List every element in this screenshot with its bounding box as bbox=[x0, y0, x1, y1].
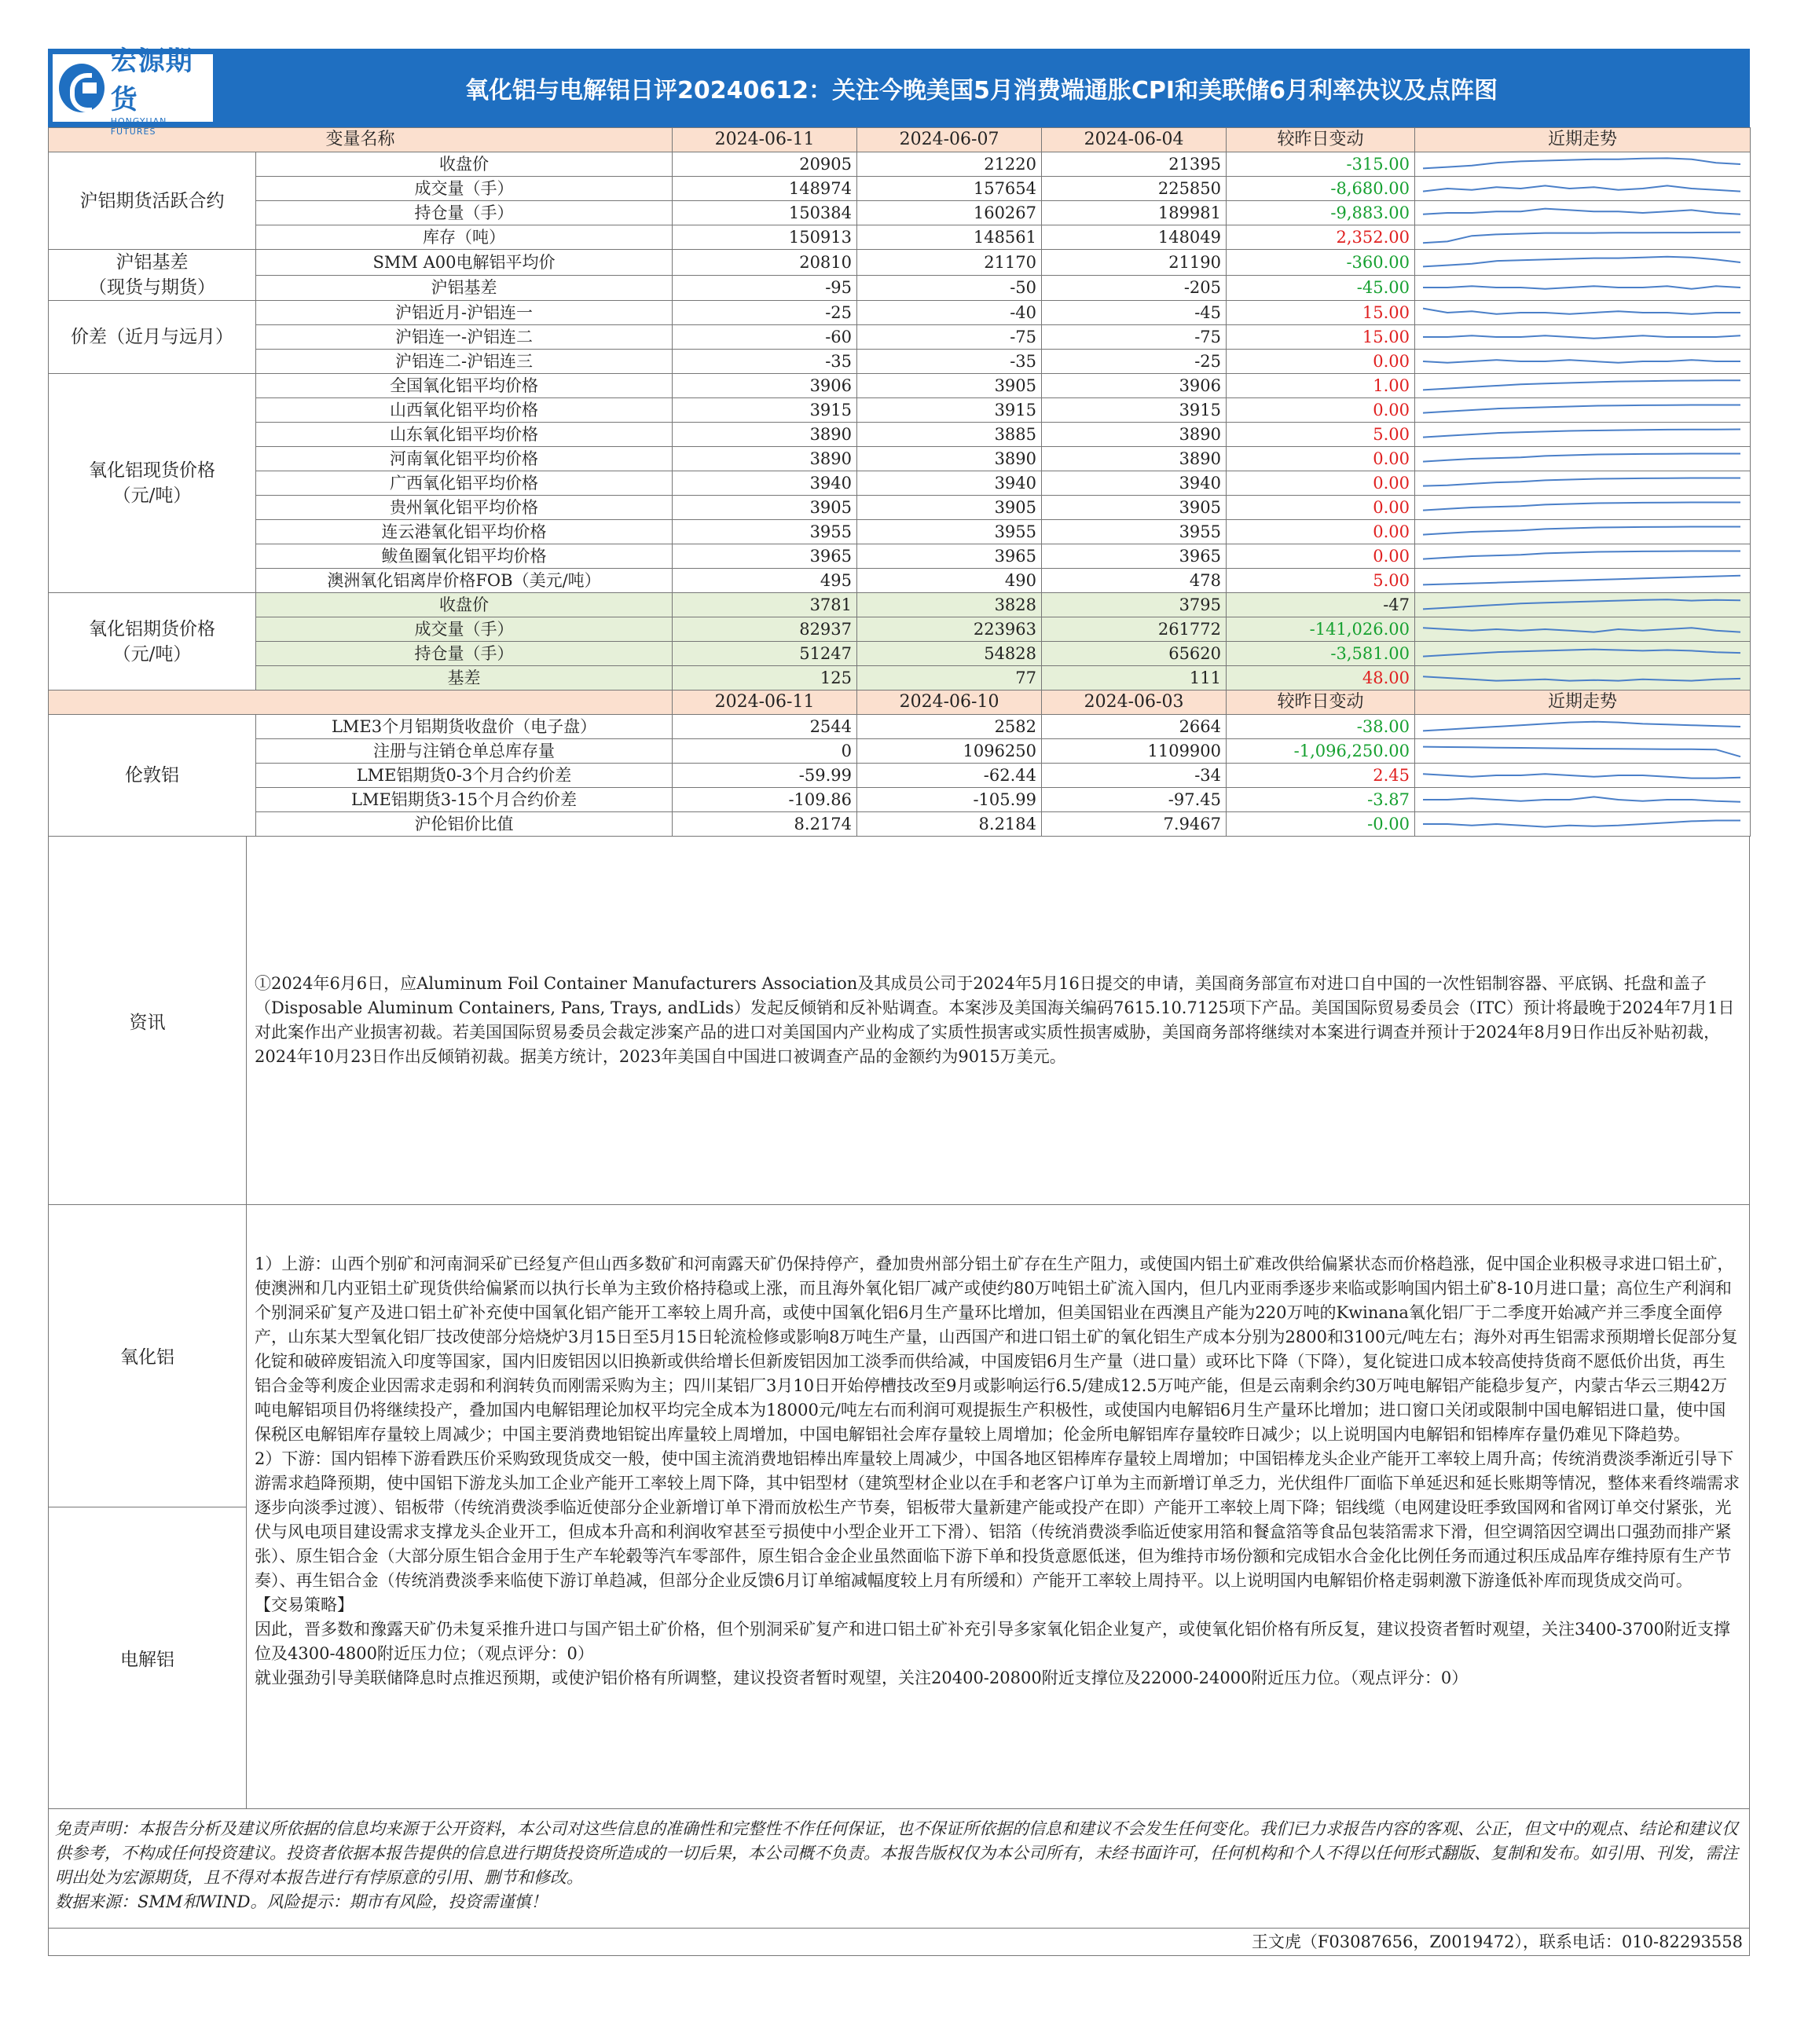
category-label: 氧化铝现货价格 （元/吨） bbox=[49, 374, 256, 593]
daily-change: 0.00 bbox=[1227, 496, 1415, 520]
trend-sparkline bbox=[1420, 253, 1744, 272]
daily-change: -38.00 bbox=[1227, 715, 1415, 739]
value-date1: -35 bbox=[673, 350, 857, 374]
trend-sparkline bbox=[1420, 425, 1744, 444]
trend-sparkline bbox=[1420, 352, 1744, 371]
trend-sparkline bbox=[1420, 203, 1744, 222]
value-date1: 148974 bbox=[673, 177, 857, 201]
downstream-analysis: 2）下游：国内铝棒下游看跌压价采购致现货成交一般，使中国主流消费地铝棒出库量较上周减少，中国各地区铝棒库存量较上周增加；中国铝棒龙头企业产能开工率较上周升高；传统消费淡季渐近引导下游需求趋降预期，使中国铝下游龙头加工企业产能开工率较上周下降，其中铝型材（建筑型材企业以在手和老客户订单为主而新增订单乏力，光伏组件厂面临下单延迟和延长账期等情况，整体来看终端需求逐步向淡季过渡）、铝板带（传统消费淡季临近使部分企业新增订单下滑而放松生产节奏，铝板带大量新建产能或投产在即）产能开工率较上周下降；铝线缆（电网建设旺季致国网和省网订单交付紧张，光伏与风电项目建设需求支撑龙头企业开工，但成本升高和利润收窄甚至亏损使中小型企业开工下滑）、铝箔（传统消费淡季临近使家用箔和餐盒箔等食品包装箔需求下滑，但空调箔因空调出口强劲而排产紧张）、原生铝合金（大部分原生铝合金用于生产车轮毂等汽车零部件，原生铝合金企业虽然面临下游下单和投货意愿低迷，但为维持市场份额和完成铝水合金化比例任务而通过积压成品库存维持原有生产节奏）、再生铝合金（传统消费淡季来临使下游订单趋减，但部分企业反馈6月订单缩减幅度较上月有所缓和）产能开工率较上周持平。以上说明国内电解铝价格走弱刺激下游逢低补库而现货成交尚可。 bbox=[255, 1449, 1740, 1590]
table-row bbox=[49, 496, 1751, 520]
table-row bbox=[49, 739, 1751, 764]
value-date3: 261772 bbox=[1042, 617, 1227, 642]
value-date3: 21395 bbox=[1042, 152, 1227, 177]
category-label: 沪铝基差 （现货与期货） bbox=[49, 250, 256, 301]
value-date2: 3940 bbox=[857, 471, 1042, 496]
trend-cell bbox=[1415, 593, 1751, 617]
table-row bbox=[49, 812, 1751, 837]
daily-change: -47 bbox=[1227, 593, 1415, 617]
daily-change: 0.00 bbox=[1227, 398, 1415, 423]
daily-change: 0.00 bbox=[1227, 544, 1415, 569]
value-date1: 3890 bbox=[673, 423, 857, 447]
trend-sparkline bbox=[1420, 595, 1744, 614]
table-row bbox=[49, 423, 1751, 447]
trend-cell bbox=[1415, 496, 1751, 520]
daily-change: 2.45 bbox=[1227, 764, 1415, 788]
value-date1: 3905 bbox=[673, 496, 857, 520]
value-date3: 3905 bbox=[1042, 496, 1227, 520]
value-date1: 3781 bbox=[673, 593, 857, 617]
value-date1: 20810 bbox=[673, 250, 857, 276]
value-date3: -45 bbox=[1042, 301, 1227, 325]
table-row bbox=[49, 520, 1751, 544]
daily-change: -0.00 bbox=[1227, 812, 1415, 837]
trend-cell bbox=[1415, 423, 1751, 447]
table-row bbox=[49, 225, 1751, 250]
trend-cell bbox=[1415, 398, 1751, 423]
value-date2: 3885 bbox=[857, 423, 1042, 447]
variable-name: 沪铝连二-沪铝连三 bbox=[256, 350, 673, 374]
daily-change: 2,352.00 bbox=[1227, 225, 1415, 250]
variable-name: 持仓量（手） bbox=[256, 201, 673, 225]
value-date3: 21190 bbox=[1042, 250, 1227, 276]
value-date2: 490 bbox=[857, 569, 1042, 593]
col-header-change: 较昨日变动 bbox=[1227, 690, 1415, 715]
news-label: 资讯 bbox=[49, 837, 247, 1204]
daily-change: -3,581.00 bbox=[1227, 642, 1415, 666]
category-label: 伦敦铝 bbox=[49, 715, 256, 837]
daily-change: -3.87 bbox=[1227, 788, 1415, 812]
col-header-trend: 近期走势 bbox=[1415, 128, 1751, 152]
trend-cell bbox=[1415, 177, 1751, 201]
daily-change: 15.00 bbox=[1227, 301, 1415, 325]
trend-cell bbox=[1415, 812, 1751, 837]
alumina-strategy: 因此，晋多数和豫露天矿仍未复采推升进口与国产铝土矿价格，但个别洞采矿复产和进口铝土矿补充引导多家氧化铝企业复产，或使氧化铝价格有所反复，建议投资者暂时观望，关注3400-3700附近支撑位及4300-4800附近压力位；（观点评分：0） bbox=[255, 1620, 1730, 1663]
value-date3: 3890 bbox=[1042, 447, 1227, 471]
trend-cell bbox=[1415, 788, 1751, 812]
trend-sparkline bbox=[1420, 401, 1744, 419]
variable-name: LME3个月铝期货收盘价（电子盘） bbox=[256, 715, 673, 739]
trend-sparkline bbox=[1420, 155, 1744, 174]
value-date2: 3905 bbox=[857, 374, 1042, 398]
value-date1: 20905 bbox=[673, 152, 857, 177]
value-date3: 3890 bbox=[1042, 423, 1227, 447]
value-date1: 3915 bbox=[673, 398, 857, 423]
value-date3: 2664 bbox=[1042, 715, 1227, 739]
value-date2: 157654 bbox=[857, 177, 1042, 201]
value-date3: 3795 bbox=[1042, 593, 1227, 617]
value-date2: 223963 bbox=[857, 617, 1042, 642]
col-header-date3: 2024-06-04 bbox=[1042, 128, 1227, 152]
daily-change: -141,026.00 bbox=[1227, 617, 1415, 642]
value-date1: 8.2174 bbox=[673, 812, 857, 837]
trend-sparkline bbox=[1420, 547, 1744, 566]
report-header bbox=[48, 46, 1750, 137]
value-date2: -35 bbox=[857, 350, 1042, 374]
trend-cell bbox=[1415, 152, 1751, 177]
trend-cell bbox=[1415, 374, 1751, 398]
value-date1: 150913 bbox=[673, 225, 857, 250]
value-date2: 21170 bbox=[857, 250, 1042, 276]
category-label: 沪铝期货活跃合约 bbox=[49, 152, 256, 250]
table-row bbox=[49, 471, 1751, 496]
daily-change: 0.00 bbox=[1227, 447, 1415, 471]
value-date3: 1109900 bbox=[1042, 739, 1227, 764]
logo-cn: 宏源期货 bbox=[110, 46, 193, 115]
value-date1: 0 bbox=[673, 739, 857, 764]
daily-change: -8,680.00 bbox=[1227, 177, 1415, 201]
variable-name: 沪伦铝价比值 bbox=[256, 812, 673, 837]
col-header-date3: 2024-06-03 bbox=[1042, 690, 1227, 715]
col-header-variable: 变量名称 bbox=[49, 128, 673, 152]
value-date2: 3905 bbox=[857, 496, 1042, 520]
value-date1: 3955 bbox=[673, 520, 857, 544]
value-date2: -50 bbox=[857, 275, 1042, 301]
variable-name: 连云港氧化铝平均价格 bbox=[256, 520, 673, 544]
table-row bbox=[49, 350, 1751, 374]
value-date1: -59.99 bbox=[673, 764, 857, 788]
variable-name: 库存（吨） bbox=[256, 225, 673, 250]
disclaimer bbox=[48, 1809, 1750, 1929]
value-date2: 2582 bbox=[857, 715, 1042, 739]
aluminum-label: 电解铝 bbox=[49, 1507, 246, 1809]
col-header-date2: 2024-06-07 bbox=[857, 128, 1042, 152]
daily-change: 0.00 bbox=[1227, 520, 1415, 544]
daily-change: -45.00 bbox=[1227, 275, 1415, 301]
value-date2: 8.2184 bbox=[857, 812, 1042, 837]
trend-sparkline bbox=[1420, 179, 1744, 198]
trend-cell bbox=[1415, 275, 1751, 301]
daily-change: 5.00 bbox=[1227, 569, 1415, 593]
value-date3: 7.9467 bbox=[1042, 812, 1227, 837]
table-row bbox=[49, 764, 1751, 788]
table-row bbox=[49, 301, 1751, 325]
trend-cell bbox=[1415, 447, 1751, 471]
analyst-contact: 王文虎（F03087656，Z0019472），联系电话：010-82293558 bbox=[48, 1929, 1750, 1956]
value-date3: -25 bbox=[1042, 350, 1227, 374]
variable-name: 山西氧化铝平均价格 bbox=[256, 398, 673, 423]
table-row bbox=[49, 715, 1751, 739]
trend-sparkline bbox=[1420, 742, 1744, 760]
report-sheet bbox=[48, 46, 1750, 1956]
trend-cell bbox=[1415, 569, 1751, 593]
table-row bbox=[49, 177, 1751, 201]
value-date2: -105.99 bbox=[857, 788, 1042, 812]
table-row bbox=[49, 398, 1751, 423]
value-date2: -62.44 bbox=[857, 764, 1042, 788]
trend-cell bbox=[1415, 715, 1751, 739]
upstream-analysis: 1）上游：山西个别矿和河南洞采矿已经复产但山西多数矿和河南露天矿仍保持停产，叠加贵州部分铝土矿存在生产阻力，或使国内铝土矿难改供给偏紧状态而价格趋涨，促中国企业积极寻求进口铝土矿，使澳洲和几内亚铝土矿现货供给偏紧而以执行长单为主致价格持稳或上涨，而且海外氧化铝厂减产或使约80万吨铝土矿流入国内，但几内亚雨季逐步来临或影响国内铝土矿8-10月进口量；高位生产利润和个别洞采矿复产及进口铝土矿补充使中国氧化铝产能开工率较上周升高，或使中国氧化铝6月生产量环比增加，但美国铝业在西澳且产能为220万吨的Kwinana氧化铝厂于二季度开始减产并三季度全面停产，山东某大型氧化铝厂技改使部分焙烧炉3月15日至5月15日轮流检修或影响8万吨生产量，山西国产和进口铝土矿的氧化铝生产成本分别为2800和3100元/吨左右；海外对再生铝需求预期增长促部分复化锭和破碎废铝流入印度等国家，国内旧废铝因以旧换新或供给增长但新废铝因加工淡季而供给减，中国废铝6月生产量（进口量）或环比下降（下降），复化锭进口成本较高使持货商不愿低价出货，再生铝合金等利废企业因需求走弱和利润转负而刚需采购为主；四川某铝厂3月10日开始停槽技改至9月或影响运行6.5/建成12.5万吨产能，但是云南剩余约30万吨电解铝产能稳步复产，内蒙古华云三期42万吨电解铝项目仍将继续投产，叠加国内电解铝理论加权平均完全成本为18000元/吨左右而利润可观提振生产积极性，或使国内电解铝6月生产量环比增加；进口窗口关闭或限制中国电解铝进口量，使中国保税区电解铝库存量较上周减少；中国主要消费地铝锭出库量较上周增加，中国电解铝社会库存量较上周增加；伦金所电解铝库存量较昨日减少；以上说明国内电解铝和铝棒库存量仍难见下降趋势。 bbox=[255, 1255, 1738, 1444]
trend-sparkline bbox=[1420, 303, 1744, 322]
col-header-date1: 2024-06-11 bbox=[673, 690, 857, 715]
value-date1: -60 bbox=[673, 325, 857, 350]
variable-name: 全国氧化铝平均价格 bbox=[256, 374, 673, 398]
trend-sparkline bbox=[1420, 620, 1744, 639]
trend-cell bbox=[1415, 739, 1751, 764]
trend-sparkline bbox=[1420, 328, 1744, 346]
table-row bbox=[49, 544, 1751, 569]
col-header-date2: 2024-06-10 bbox=[857, 690, 1042, 715]
daily-change: 1.00 bbox=[1227, 374, 1415, 398]
value-date2: -40 bbox=[857, 301, 1042, 325]
trend-sparkline bbox=[1420, 474, 1744, 493]
value-date3: -34 bbox=[1042, 764, 1227, 788]
value-date2: 21220 bbox=[857, 152, 1042, 177]
disclaimer-text: 免责声明：本报告分析及建议所依据的信息均来源于公开资料，本公司对这些信息的准确性和完整性不作任何保证，也不保证所依据的信息和建议不会发生任何变化。我们已力求报告内容的客观、公正，但文中的观点、结论和建议仅供参考，不构成任何投资建议。投资者依据本报告提供的信息进行期货投资所造成的一切后果，本公司概不负责。本报告版权仅为本公司所有，未经书面许可，任何机构和个人不得以任何形式翻版、复制和发布。如引用、刊发，需注明出处为宏源期货，且不得对本报告进行有悖原意的引用、删节和修改。 bbox=[55, 1819, 1738, 1887]
value-date3: 148049 bbox=[1042, 225, 1227, 250]
table-row bbox=[49, 788, 1751, 812]
variable-name: 成交量（手） bbox=[256, 617, 673, 642]
variable-name: 基差 bbox=[256, 666, 673, 690]
daily-change: 48.00 bbox=[1227, 666, 1415, 690]
value-date3: 3915 bbox=[1042, 398, 1227, 423]
trend-cell bbox=[1415, 617, 1751, 642]
trend-sparkline bbox=[1420, 228, 1744, 247]
trend-cell bbox=[1415, 225, 1751, 250]
table-row bbox=[49, 569, 1751, 593]
trend-sparkline bbox=[1420, 790, 1744, 809]
value-date3: 225850 bbox=[1042, 177, 1227, 201]
aluminum-strategy: 就业强劲引导美联储降息时点推迟预期，或使沪铝价格有所调整，建议投资者暂时观望，关注20400-20800附近支撑位及22000-24000附近压力位。（观点评分：0） bbox=[255, 1669, 1469, 1687]
value-date1: 3940 bbox=[673, 471, 857, 496]
table-row bbox=[49, 201, 1751, 225]
trend-sparkline bbox=[1420, 644, 1744, 663]
table-row bbox=[49, 447, 1751, 471]
company-logo bbox=[53, 46, 213, 137]
value-date3: -205 bbox=[1042, 275, 1227, 301]
news-text: ①2024年6月6日，应Aluminum Foil Container Manufacturers Association及其成员公司于2024年5月16日提交的申请，美国商务部宣布对进口自中国的一次性铝制容器、平底锅、托盘和盖子（Disposable Aluminum Containers, Pans, Trays, andLids）发起反倾销和反补贴调查。本案涉及美国海关编码7615.10.7125项下产品。美国国际贸易委员会（ITC）预计将最晚于2024年7月1日对此案作出产业损害初裁。若美国国际贸易委员会裁定涉案产品的进口对美国国内产业构成了实质性损害或实质性损害威胁，美国商务部将继续对本案进行调查并预计于2024年8月9日作出反补贴初裁，2024年10月23日作出反倾销初裁。据美方统计，2023年美国自中国进口被调查产品的金额约为9015万美元。 bbox=[255, 974, 1735, 1066]
trend-cell bbox=[1415, 301, 1751, 325]
trend-sparkline bbox=[1420, 449, 1744, 468]
value-date3: -97.45 bbox=[1042, 788, 1227, 812]
variable-name: 广西氧化铝平均价格 bbox=[256, 471, 673, 496]
value-date1: -95 bbox=[673, 275, 857, 301]
report-title: 氧化铝与电解铝日评20240612：关注今晚美国5月消费端通胀CPI和美联储6月利率决议及点阵图 bbox=[465, 77, 1498, 104]
daily-change: -360.00 bbox=[1227, 250, 1415, 276]
variable-name: 持仓量（手） bbox=[256, 642, 673, 666]
value-date1: 150384 bbox=[673, 201, 857, 225]
data-source: 数据来源：SMM和WIND。风险提示：期市有风险，投资需谨慎！ bbox=[55, 1892, 548, 1911]
trend-sparkline bbox=[1420, 498, 1744, 517]
value-date2: -75 bbox=[857, 325, 1042, 350]
variable-name: LME铝期货3-15个月合约价差 bbox=[256, 788, 673, 812]
value-date3: 478 bbox=[1042, 569, 1227, 593]
value-date3: 65620 bbox=[1042, 642, 1227, 666]
daily-change: -315.00 bbox=[1227, 152, 1415, 177]
value-date3: 111 bbox=[1042, 666, 1227, 690]
variable-name: 成交量（手） bbox=[256, 177, 673, 201]
value-date1: 3906 bbox=[673, 374, 857, 398]
value-date2: 3890 bbox=[857, 447, 1042, 471]
trend-cell bbox=[1415, 325, 1751, 350]
table-row bbox=[49, 617, 1751, 642]
trend-cell bbox=[1415, 544, 1751, 569]
table-row bbox=[49, 666, 1751, 690]
variable-name: SMM A00电解铝平均价 bbox=[256, 250, 673, 276]
logo-en: HONGYUAN FUTURES bbox=[110, 116, 167, 137]
value-date1: 2544 bbox=[673, 715, 857, 739]
value-date3: -75 bbox=[1042, 325, 1227, 350]
trend-sparkline bbox=[1420, 522, 1744, 541]
daily-change: -1,096,250.00 bbox=[1227, 739, 1415, 764]
value-date3: 3955 bbox=[1042, 520, 1227, 544]
col-header-trend: 近期走势 bbox=[1415, 690, 1751, 715]
table-row bbox=[49, 325, 1751, 350]
value-date2: 1096250 bbox=[857, 739, 1042, 764]
daily-change: 15.00 bbox=[1227, 325, 1415, 350]
value-date1: -25 bbox=[673, 301, 857, 325]
daily-change: 0.00 bbox=[1227, 350, 1415, 374]
variable-name: 贵州氧化铝平均价格 bbox=[256, 496, 673, 520]
variable-name: 收盘价 bbox=[256, 152, 673, 177]
value-date2: 3915 bbox=[857, 398, 1042, 423]
value-date3: 3940 bbox=[1042, 471, 1227, 496]
analysis-section bbox=[48, 1205, 1750, 1809]
category-label: 氧化铝期货价格 （元/吨） bbox=[49, 593, 256, 690]
value-date1: 3965 bbox=[673, 544, 857, 569]
trend-cell bbox=[1415, 471, 1751, 496]
daily-change: 0.00 bbox=[1227, 471, 1415, 496]
table-row bbox=[49, 642, 1751, 666]
trend-sparkline bbox=[1420, 376, 1744, 395]
trend-cell bbox=[1415, 350, 1751, 374]
variable-name: LME铝期货0-3个月合约价差 bbox=[256, 764, 673, 788]
trend-sparkline bbox=[1420, 669, 1744, 687]
value-date1: 51247 bbox=[673, 642, 857, 666]
value-date2: 160267 bbox=[857, 201, 1042, 225]
value-date2: 54828 bbox=[857, 642, 1042, 666]
value-date1: 125 bbox=[673, 666, 857, 690]
value-date3: 3965 bbox=[1042, 544, 1227, 569]
variable-name: 山东氧化铝平均价格 bbox=[256, 423, 673, 447]
variable-name: 沪铝基差 bbox=[256, 275, 673, 301]
col-header-date1: 2024-06-11 bbox=[673, 128, 857, 152]
table-row bbox=[49, 275, 1751, 301]
logo-icon bbox=[59, 64, 105, 112]
variable-name: 河南氧化铝平均价格 bbox=[256, 447, 673, 471]
alumina-label: 氧化铝 bbox=[120, 1347, 174, 1368]
value-date1: 3890 bbox=[673, 447, 857, 471]
variable-name: 收盘价 bbox=[256, 593, 673, 617]
trend-cell bbox=[1415, 666, 1751, 690]
value-date1: 82937 bbox=[673, 617, 857, 642]
variable-name: 鲅鱼圈氧化铝平均价格 bbox=[256, 544, 673, 569]
trend-cell bbox=[1415, 201, 1751, 225]
trend-cell bbox=[1415, 250, 1751, 276]
trend-cell bbox=[1415, 642, 1751, 666]
value-date2: 77 bbox=[857, 666, 1042, 690]
variable-name: 注册与注销仓单总库存量 bbox=[256, 739, 673, 764]
table-row bbox=[49, 250, 1751, 276]
value-date2: 148561 bbox=[857, 225, 1042, 250]
trend-sparkline bbox=[1420, 815, 1744, 833]
value-date1: -109.86 bbox=[673, 788, 857, 812]
value-date2: 3828 bbox=[857, 593, 1042, 617]
value-date2: 3955 bbox=[857, 520, 1042, 544]
value-date3: 3906 bbox=[1042, 374, 1227, 398]
trend-sparkline bbox=[1420, 717, 1744, 736]
value-date2: 3965 bbox=[857, 544, 1042, 569]
table-row bbox=[49, 374, 1751, 398]
table-row bbox=[49, 152, 1751, 177]
table-row bbox=[49, 593, 1751, 617]
data-table bbox=[48, 127, 1751, 837]
strategy-heading: 【交易策略】 bbox=[255, 1595, 354, 1614]
trend-cell bbox=[1415, 764, 1751, 788]
variable-name: 沪铝连一-沪铝连二 bbox=[256, 325, 673, 350]
col-header-blank bbox=[49, 690, 673, 715]
variable-name: 澳洲氧化铝离岸价格FOB（美元/吨） bbox=[256, 569, 673, 593]
news-section bbox=[48, 837, 1750, 1205]
trend-cell bbox=[1415, 520, 1751, 544]
category-label: 价差（近月与远月） bbox=[49, 301, 256, 374]
variable-name: 沪铝近月-沪铝连一 bbox=[256, 301, 673, 325]
daily-change: 5.00 bbox=[1227, 423, 1415, 447]
trend-sparkline bbox=[1420, 278, 1744, 297]
daily-change: -9,883.00 bbox=[1227, 201, 1415, 225]
trend-sparkline bbox=[1420, 766, 1744, 785]
value-date1: 495 bbox=[673, 569, 857, 593]
value-date3: 189981 bbox=[1042, 201, 1227, 225]
col-header-change: 较昨日变动 bbox=[1227, 128, 1415, 152]
trend-sparkline bbox=[1420, 571, 1744, 590]
